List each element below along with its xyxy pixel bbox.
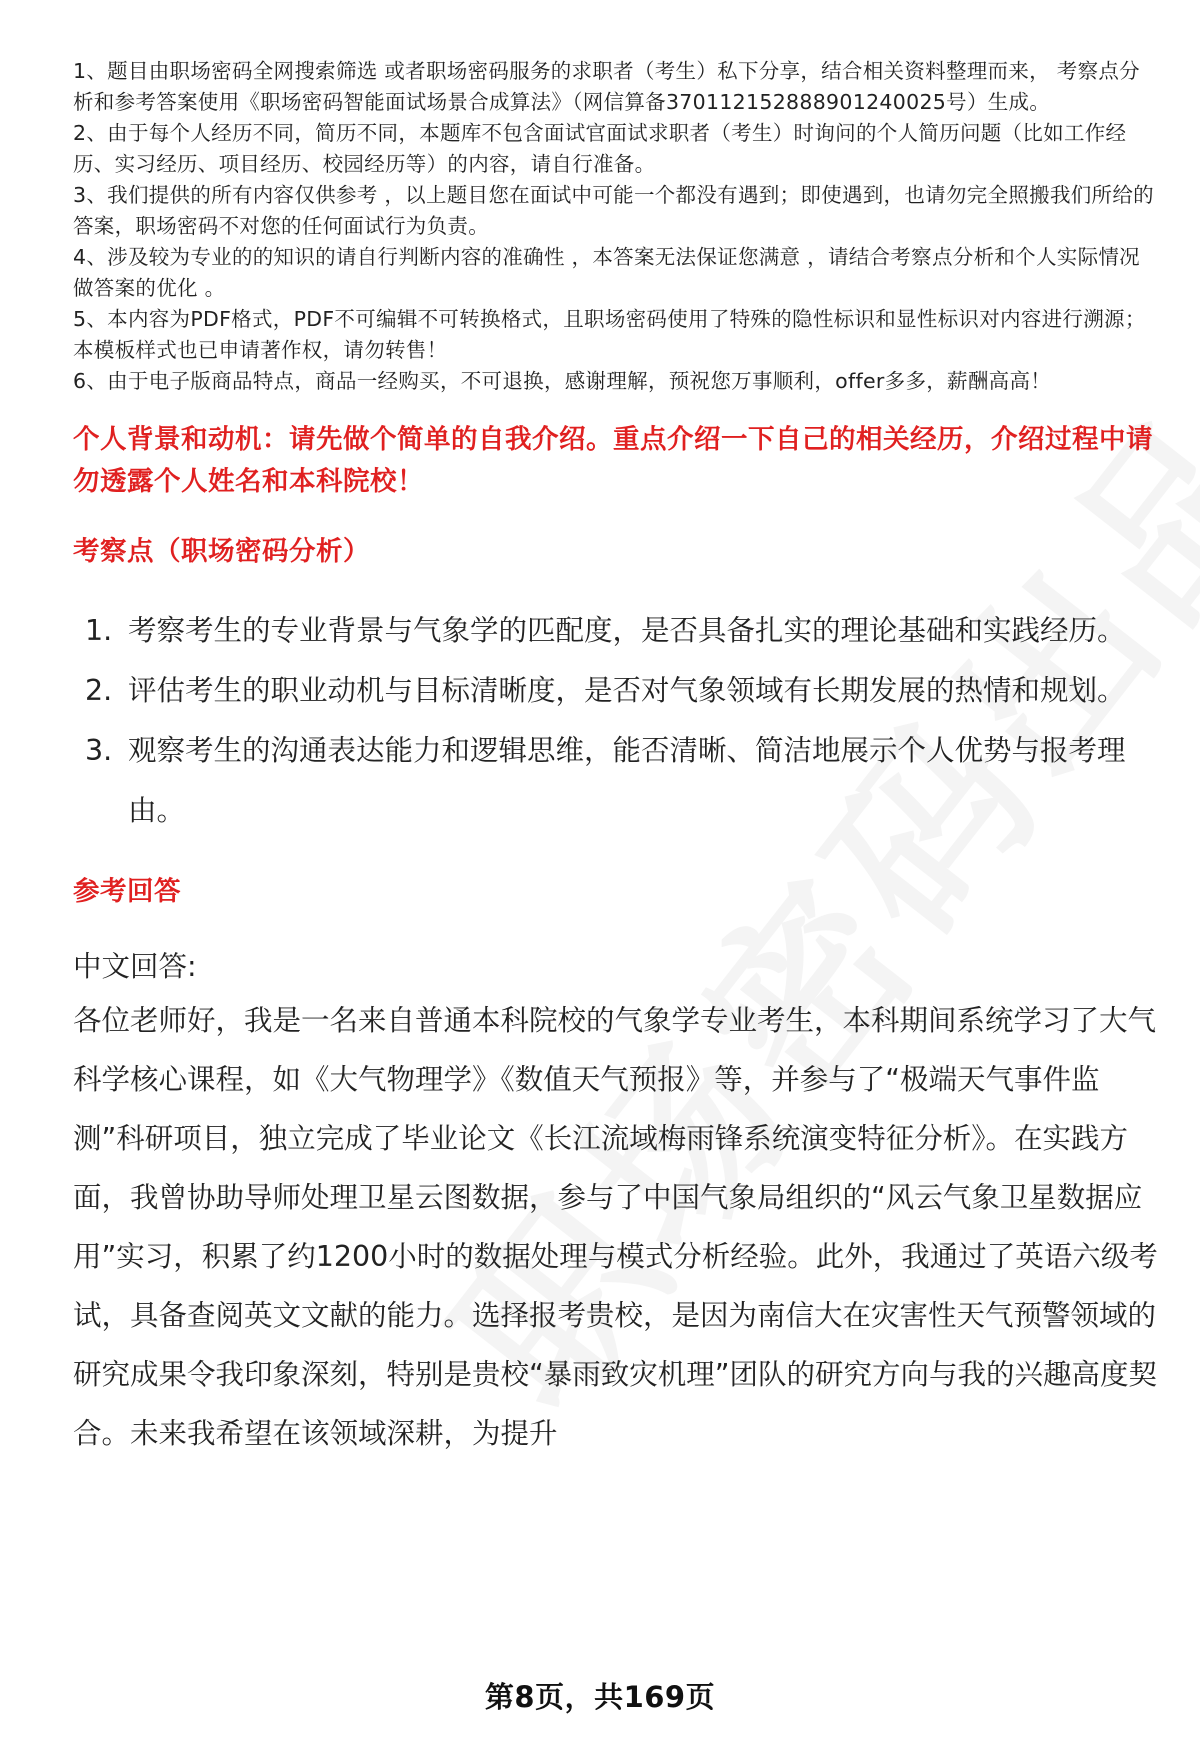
point-text: 考察考生的专业背景与气象学的匹配度，是否具备扎实的理论基础和实践经历。 [128,614,1126,647]
point-number: 2. [85,674,113,707]
disclaimer-item: 2、由于每个人经历不同，简历不同，本题库不包含面试官面试求职者（考生）时询问的个人简历问题（比如工作经历、实习经历、项目经历、校园经历等）的内容，请自行准备。 [73,121,1127,176]
document-page [73,56,1158,1463]
disclaimer-item: 1、题目由职场密码全网搜索筛选 或者职场密码服务的求职者（考生）私下分享，结合相关资料整理而来， 考察点分析和参考答案使用《职场密码智能面试场景合成算法》（网信算备370112152888901240025号）生成。 [73,59,1140,114]
answer-block [73,943,1158,1463]
answer-title: 参考回答 [73,876,181,907]
disclaimer-block [73,56,1158,397]
analysis-point [73,721,1158,841]
point-text: 观察考生的沟通表达能力和逻辑思维，能否清晰、简洁地展示个人优势与报考理由。 [128,734,1126,827]
analysis-point [73,661,1158,721]
analysis-point [73,601,1158,661]
disclaimer-item: 6、由于电子版商品特点，商品一经购买，不可退换，感谢理解，预祝您万事顺利，offer多多，薪酬高高！ [73,369,1052,393]
point-number: 1. [85,614,113,647]
analysis-title: 考察点（职场密码分析） [73,536,370,567]
answer-body: 各位老师好，我是一名来自普通本科院校的气象学专业考生，本科期间系统学习了大气科学核心课程，如《大气物理学》《数值天气预报》等，并参与了“极端天气事件监测”科研项目，独立完成了毕业论文《长江流域梅雨锋系统演变特征分析》。在实践方面，我曾协助导师处理卫星云图数据，参与了中国气象局组织的“风云气象卫星数据应用”实习，积累了约1200小时的数据处理与模式分析经验。此外，我通过了英语六级考试，具备查阅英文文献的能力。选择报考贵校，是因为南信大在灾害性天气预警领域的研究成果令我印象深刻，特别是贵校“暴雨致灾机理”团队的研究方向与我的兴趣高度契合。未来我希望在该领域深耕，为提升 [73,1004,1158,1450]
analysis-points-list [73,601,1158,841]
disclaimer-item: 4、涉及较为专业的的知识的请自行判断内容的准确性 ，本答案无法保证您满意 ，请结合考察点分析和个人实际情况做答案的优化 。 [73,245,1140,300]
disclaimer-item: 5、本内容为PDF格式，PDF不可编辑不可转换格式，且职场密码使用了特殊的隐性标识和显性标识对内容进行溯源；本模板样式也已申请著作权，请勿转售！ [73,307,1146,362]
answer-label: 中文回答: [73,950,197,983]
point-number: 3. [85,734,113,767]
point-text: 评估考生的职业动机与目标清晰度，是否对气象领域有长期发展的热情和规划。 [128,674,1126,707]
page-footer: 第8页，共169页 [484,1680,716,1714]
interview-question: 个人背景和动机：请先做个简单的自我介绍。重点介绍一下自己的相关经历，介绍过程中请勿透露个人姓名和本科院校！ [73,424,1153,497]
disclaimer-item: 3、我们提供的所有内容仅供参考 ，以上题目您在面试中可能一个都没有遇到；即使遇到，也请勿完全照搬我们所给的答案，职场密码不对您的任何面试行为负责。 [73,183,1154,238]
